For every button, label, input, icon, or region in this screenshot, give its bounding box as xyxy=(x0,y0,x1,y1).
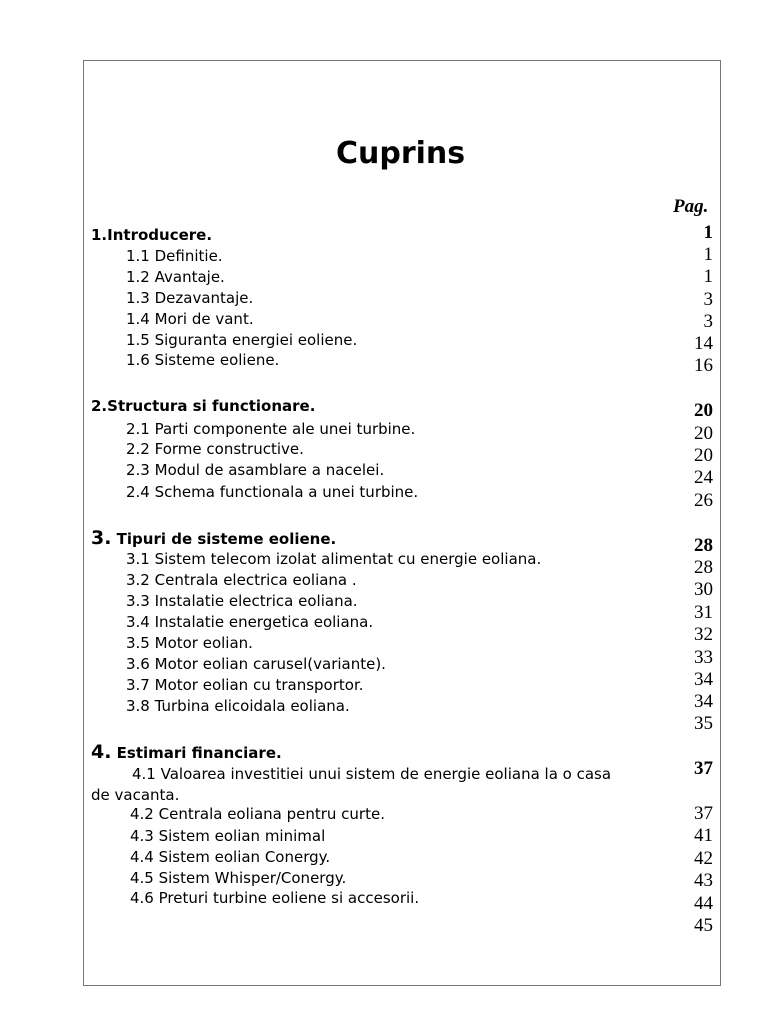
page-number: 37 xyxy=(694,803,713,824)
page-number: 37 xyxy=(694,758,713,779)
section-heading-1 xyxy=(91,228,212,243)
section-title: Estimari financiare. xyxy=(111,744,282,762)
section-number: 3. xyxy=(91,527,112,549)
toc-entry: 4.4 Sistem eolian Conergy. xyxy=(130,848,331,866)
toc-entry: 1.3 Dezavantaje. xyxy=(126,289,254,307)
page-number: 33 xyxy=(694,647,713,668)
page-number: 31 xyxy=(694,602,713,623)
toc-entry: 3.6 Motor eolian carusel(variante). xyxy=(126,655,386,673)
section-heading-4 xyxy=(91,743,282,762)
page-number: 14 xyxy=(694,333,713,354)
toc-entry: 4.3 Sistem eolian minimal xyxy=(130,827,326,845)
page-column-header: Pag. xyxy=(673,196,709,217)
section-number: 4. xyxy=(91,741,112,763)
section-heading-2 xyxy=(91,399,315,414)
toc-entry: 2.2 Forme constructive. xyxy=(126,440,304,458)
page-number: 28 xyxy=(694,557,713,578)
page-number: 45 xyxy=(694,915,713,936)
toc-entry: 4.5 Sistem Whisper/Conergy. xyxy=(130,869,347,887)
page-number: 1 xyxy=(703,244,713,265)
toc-entry: 3.4 Instalatie energetica eoliana. xyxy=(126,613,374,631)
page-number: 20 xyxy=(694,423,713,444)
toc-entry: 1.4 Mori de vant. xyxy=(126,310,254,328)
section-number: 1. xyxy=(91,226,108,244)
page-number: 16 xyxy=(694,355,713,376)
toc-entry: 2.3 Modul de asamblare a nacelei. xyxy=(126,461,385,479)
toc-entry: 3.8 Turbina elicoidala eoliana. xyxy=(126,697,350,715)
section-heading-3 xyxy=(91,529,336,548)
page-number: 44 xyxy=(694,893,713,914)
page-title: Cuprins xyxy=(336,136,466,171)
page-number: 26 xyxy=(694,490,713,511)
page-number: 20 xyxy=(694,445,713,466)
toc-entry: 3.2 Centrala electrica eoliana . xyxy=(126,571,357,589)
page-number: 35 xyxy=(694,713,713,734)
page-number: 42 xyxy=(694,848,713,869)
toc-entry: 3.7 Motor eolian cu transportor. xyxy=(126,676,364,694)
toc-entry: 2.1 Parti componente ale unei turbine. xyxy=(126,420,416,438)
section-title: Introducere. xyxy=(107,226,213,244)
page-number: 3 xyxy=(703,311,713,332)
toc-entry: 1.1 Definitie. xyxy=(126,247,223,265)
page-number: 1 xyxy=(703,266,713,287)
page-number: 41 xyxy=(694,825,713,846)
toc-entry: 3.1 Sistem telecom izolat alimentat cu energie eoliana. xyxy=(126,550,542,568)
toc-entry: 3.5 Motor eolian. xyxy=(126,634,253,652)
page-number: 3 xyxy=(703,289,713,310)
page-number: 1 xyxy=(703,222,713,243)
page-number: 20 xyxy=(694,400,713,421)
page-number: 34 xyxy=(694,691,713,712)
toc-entry: 1.6 Sisteme eoliene. xyxy=(126,351,280,369)
section-number: 2. xyxy=(91,397,108,415)
page-number: 24 xyxy=(694,467,713,488)
section-title: Tipuri de sisteme eoliene. xyxy=(111,530,337,548)
page-number: 28 xyxy=(694,535,713,556)
page-number: 30 xyxy=(694,579,713,600)
toc-entry: 1.2 Avantaje. xyxy=(126,268,225,286)
toc-entry: 2.4 Schema functionala a unei turbine. xyxy=(126,483,419,501)
toc-entry: 4.2 Centrala eoliana pentru curte. xyxy=(130,805,385,823)
toc-entry: 4.6 Preturi turbine eoliene si accesorii. xyxy=(130,889,420,907)
toc-entry-continuation: de vacanta. xyxy=(91,786,180,804)
page-number: 34 xyxy=(694,669,713,690)
toc-entry: 1.5 Siguranta energiei eoliene. xyxy=(126,331,358,349)
toc-entry: 3.3 Instalatie electrica eoliana. xyxy=(126,592,358,610)
page-number: 32 xyxy=(694,624,713,645)
page-number: 43 xyxy=(694,870,713,891)
toc-entry: 4.1 Valoarea investitiei unui sistem de energie eoliana la o casa xyxy=(132,765,612,783)
section-title: Structura si functionare. xyxy=(107,397,316,415)
